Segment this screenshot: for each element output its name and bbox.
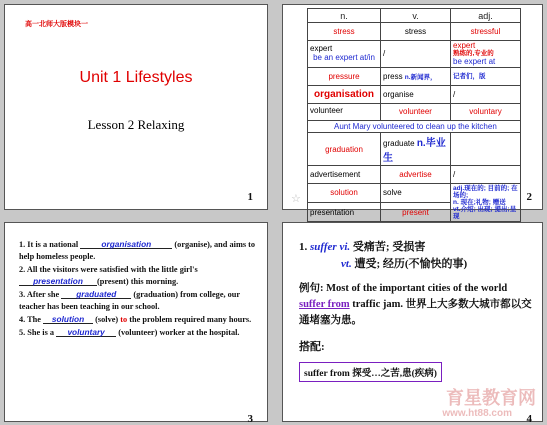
exercise-item: [19, 327, 259, 339]
cell-text: press: [383, 72, 403, 82]
collocation-meaning: 探受…之苦,患(疾病): [349, 369, 437, 380]
cell-verb: volunteer: [381, 103, 451, 121]
definition-text: 遭受; 经历(不愉快的事): [354, 258, 468, 271]
header-verb: v.: [381, 9, 451, 23]
answer-blank[interactable]: presentation: [19, 277, 97, 286]
vocab-explanation: [299, 239, 535, 382]
cell-verb: solve: [381, 183, 451, 202]
item-text: 5. She is a: [19, 328, 57, 338]
answer-blank[interactable]: organisation: [80, 240, 172, 249]
slide-number: 4: [526, 413, 532, 425]
example-note: Aunt Mary volunteered to clean up the kitchen: [308, 121, 521, 133]
cell-noun: graduation: [308, 133, 381, 166]
cell-noun: [308, 40, 381, 68]
cell-text: n.新闻界，: [404, 74, 437, 82]
table-row: [308, 23, 521, 41]
part-of-speech: vt.: [341, 258, 352, 271]
part-of-speech: vi.: [339, 241, 351, 253]
word-form-table: [307, 8, 521, 222]
item-text: 3. After she: [19, 290, 62, 300]
cell-verb: [381, 133, 451, 166]
header-noun: n.: [308, 9, 381, 23]
table-row: [308, 40, 521, 68]
watermark: 育星教育网: [446, 388, 536, 408]
item-text: to: [120, 315, 128, 325]
exercise-item: [19, 289, 259, 313]
definition-1: [299, 239, 535, 256]
table-row: [308, 103, 521, 121]
item-text: (volunteer) worker at the hospital.: [116, 328, 240, 338]
slide-number: 3: [247, 413, 253, 425]
item-text: (graduation) from college, our teacher has been teaching in our school.: [19, 290, 240, 312]
cell-adj: voluntary: [451, 103, 521, 121]
cell-noun: stress: [308, 23, 381, 41]
slide-1-subtitle: Lesson 2 Relaxing: [87, 117, 185, 132]
cell-adj: 记者们，版: [451, 68, 521, 86]
slide-2[interactable]: [282, 4, 543, 221]
item-text: 4. The: [19, 315, 44, 325]
definition-2: [299, 256, 535, 273]
cell-text: be an expert at/in: [313, 52, 375, 62]
item-text: (present) this morning.: [97, 277, 179, 287]
exercise-item: [19, 239, 259, 263]
table-row: [308, 166, 521, 184]
cell-noun: advertisement: [308, 166, 381, 184]
cell-adj-notes: [451, 183, 521, 222]
cell-adj: /: [451, 166, 521, 184]
header-adj: adj.: [451, 9, 521, 23]
answer-blank[interactable]: solution: [43, 315, 93, 324]
cell-verb: organise: [381, 85, 451, 103]
cell-adj: /: [451, 85, 521, 103]
answer-blank[interactable]: voluntary: [56, 328, 116, 337]
slide-3[interactable]: [4, 222, 268, 425]
slide-number: 1: [247, 191, 253, 203]
cell-verb: stress: [381, 23, 451, 41]
cell-noun: presentation: [308, 203, 381, 222]
star-icon: ☆: [291, 193, 301, 205]
cell-verb: [381, 68, 451, 86]
example-label: 例句:: [299, 283, 324, 295]
table-row: [308, 85, 521, 103]
cell-adj: [451, 40, 521, 68]
cell-text: graduate: [383, 139, 415, 149]
cell-noun: pressure: [308, 68, 381, 86]
item-text: 2. All the visitors were satisfied with the little girl's: [19, 265, 198, 275]
cell-noun: [308, 103, 381, 121]
slide-number: 2: [526, 191, 532, 203]
item-text: the problem required many hours.: [127, 315, 252, 325]
table-row: [308, 133, 521, 166]
watermark-url: www.ht88.com: [442, 408, 512, 419]
table-row: [308, 121, 521, 133]
exercise-list: [19, 239, 259, 340]
table-row: [308, 68, 521, 86]
headword: suffer: [310, 241, 337, 253]
slide-1-title: Unit 1 Lifestyles: [79, 69, 193, 86]
cell-text: 熟练的,专业的: [453, 50, 494, 58]
cell-text: n.毕业生: [383, 138, 446, 165]
cell-text: expert: [453, 40, 476, 50]
slide-1[interactable]: [4, 4, 268, 210]
exercise-item: [19, 264, 259, 288]
cell-verb: advertise: [381, 166, 451, 184]
item-text: 1. It is a national: [19, 240, 81, 249]
collocation-phrase: suffer from: [304, 369, 350, 380]
definition-text: 受痛苦; 受损害: [352, 241, 426, 253]
cell-text: adj.现在的; 目前的; 在场的;: [453, 184, 518, 199]
cell-adj: stressful: [451, 23, 521, 41]
exercise-item: [19, 314, 259, 326]
cell-noun: solution: [308, 183, 381, 202]
item-text: (solve): [93, 315, 121, 325]
example-sentence: [299, 281, 535, 328]
table-row: [308, 183, 521, 202]
cell-noun: organisation: [308, 85, 381, 103]
slide-4[interactable]: [282, 222, 543, 425]
cell-verb: /: [381, 40, 451, 68]
item-number: 1.: [299, 241, 308, 253]
cell-text: n. 现在;礼物; 赠送: [453, 198, 506, 206]
example-text: Most of the important cities of the world: [323, 283, 508, 295]
collocation-box: [299, 362, 442, 382]
collocation-label: 搭配:: [299, 341, 325, 354]
cell-text: volunteer: [310, 106, 343, 116]
answer-blank[interactable]: graduated: [61, 290, 131, 299]
example-text: traffic jam. 世界上大多数大城市都以交通堵塞为患。: [299, 298, 532, 326]
cell-text: be expert at: [453, 56, 496, 66]
item-text: (organise), and aims to help homeless people.: [19, 240, 256, 262]
example-highlight: suffer from: [299, 298, 350, 310]
cell-text: expert: [310, 44, 333, 54]
cell-adj: [451, 133, 521, 166]
cell-verb: present: [381, 203, 451, 222]
slide-1-top-note: 高一北师大版模块一: [25, 21, 88, 28]
cell-text: vt.介绍; 出现; 提出;呈现: [453, 206, 517, 221]
